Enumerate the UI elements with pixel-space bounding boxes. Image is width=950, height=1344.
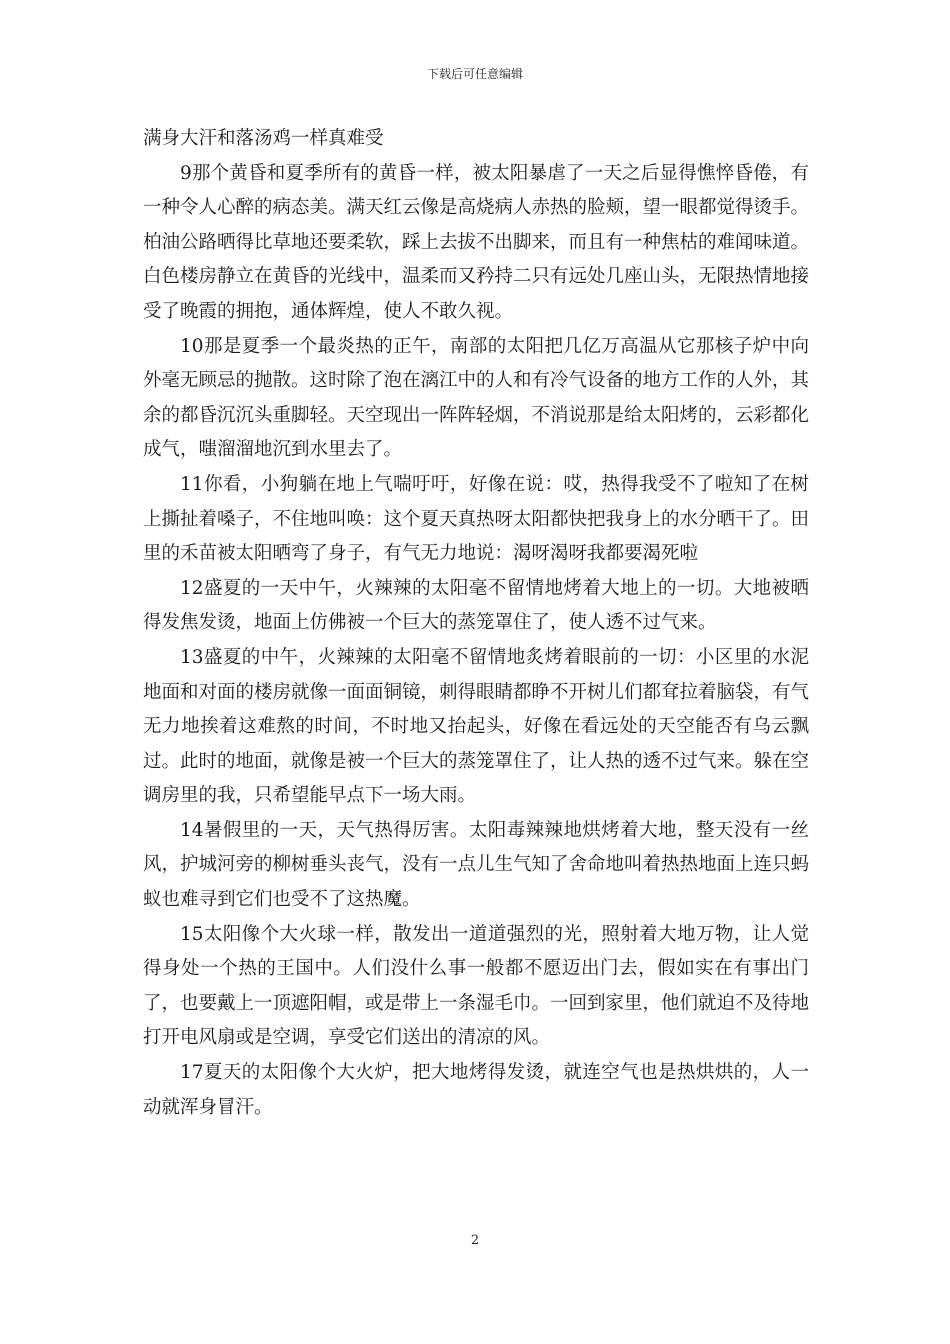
paragraph-12: 12盛夏的一天中午，火辣辣的太阳毫不留情地烤着大地上的一切。大地被晒得发焦发烫，地面上仿佛被一个巨大的蒸笼罩住了，使人透不过气来。 bbox=[143, 577, 809, 634]
paragraph-13: 13盛夏的中午，火辣辣的太阳毫不留情地炙烤着眼前的一切：小区里的水泥地面和对面的楼房就像一面面铜镜，刺得眼睛都睁不开树儿们都耷拉着脑袋，有气无力地挨着这难熬的时间，不时地又抬起头，好像在看远处的天空能否有乌云飘过。此时的地面，就像是被一个巨大的蒸笼罩住了，让人热的透不过气来。躲在空调房里的我，只希望能早点下一场大雨。 bbox=[143, 646, 810, 807]
paragraph-14: 14暑假里的一天，天气热得厉害。太阳毒辣辣地烘烤着大地，整天没有一丝风，护城河旁的柳树垂头丧气，没有一点儿生气知了舍命地叫着热热地面上连只蚂蚁也难寻到它们也受不了这热魔。 bbox=[143, 819, 810, 911]
page-number: 2 bbox=[470, 1233, 480, 1248]
paragraph-11: 11你看，小狗躺在地上气喘吁吁，好像在说：哎，热得我受不了啦知了在树上撕扯着嗓子，不住地叫唤：这个夏天真热呀太阳都快把我身上的水分晒干了。田里的禾苗被太阳晒弯了身子，有气无力地说：渴呀渴呀我都要渴死啦 bbox=[143, 473, 810, 565]
paragraph-10: 10那是夏季一个最炎热的正午，南部的太阳把几亿万高温从它那核子炉中向外毫无顾忌的抛散。这时除了泡在漓江中的人和有冷气设备的地方工作的人外，其余的都昏沉沉头重脚轻。天空现出一阵阵轻烟，不消说那是给太阳烤的，云彩都化成气，嗤溜溜地沉到水里去了。 bbox=[143, 335, 810, 461]
document-body bbox=[143, 122, 809, 1125]
paragraph-17: 17夏天的太阳像个大火炉，把大地烤得发烫，就连空气也是热烘烘的，人一动就浑身冒汗。 bbox=[143, 1062, 809, 1118]
paragraph-9: 9那个黄昏和夏季所有的黄昏一样，被太阳暴虐了一天之后显得憔悴昏倦，有一种令人心醉的病态美。满天红云像是高烧病人赤热的脸颊，望一眼都觉得烫手。柏油公路晒得比草地还要柔软，踩上去拔不出脚来，而且有一种焦枯的难闻味道。白色楼房静立在黄昏的光线中，温柔而又矜持二只有远处几座山头，无限热情地接受了晚霞的拥抱，通体辉煌，使人不敢久视。 bbox=[143, 162, 810, 322]
paragraph-15: 15太阳像个大火球一样，散发出一道道强烈的光，照射着大地万物，让人觉得身处一个热的王国中。人们没什么事一般都不愿迈出门去，假如实在有事出门了，也要戴上一顶遮阳帽，或是带上一条湿毛巾。一回到家里，他们就迫不及待地打开电风扇或是空调，享受它们送出的清凉的风。 bbox=[143, 923, 810, 1049]
page-header: 下载后可任意编辑 bbox=[426, 67, 523, 81]
paragraph-0: 满身大汗和落汤鸡一样真难受 bbox=[143, 128, 384, 149]
